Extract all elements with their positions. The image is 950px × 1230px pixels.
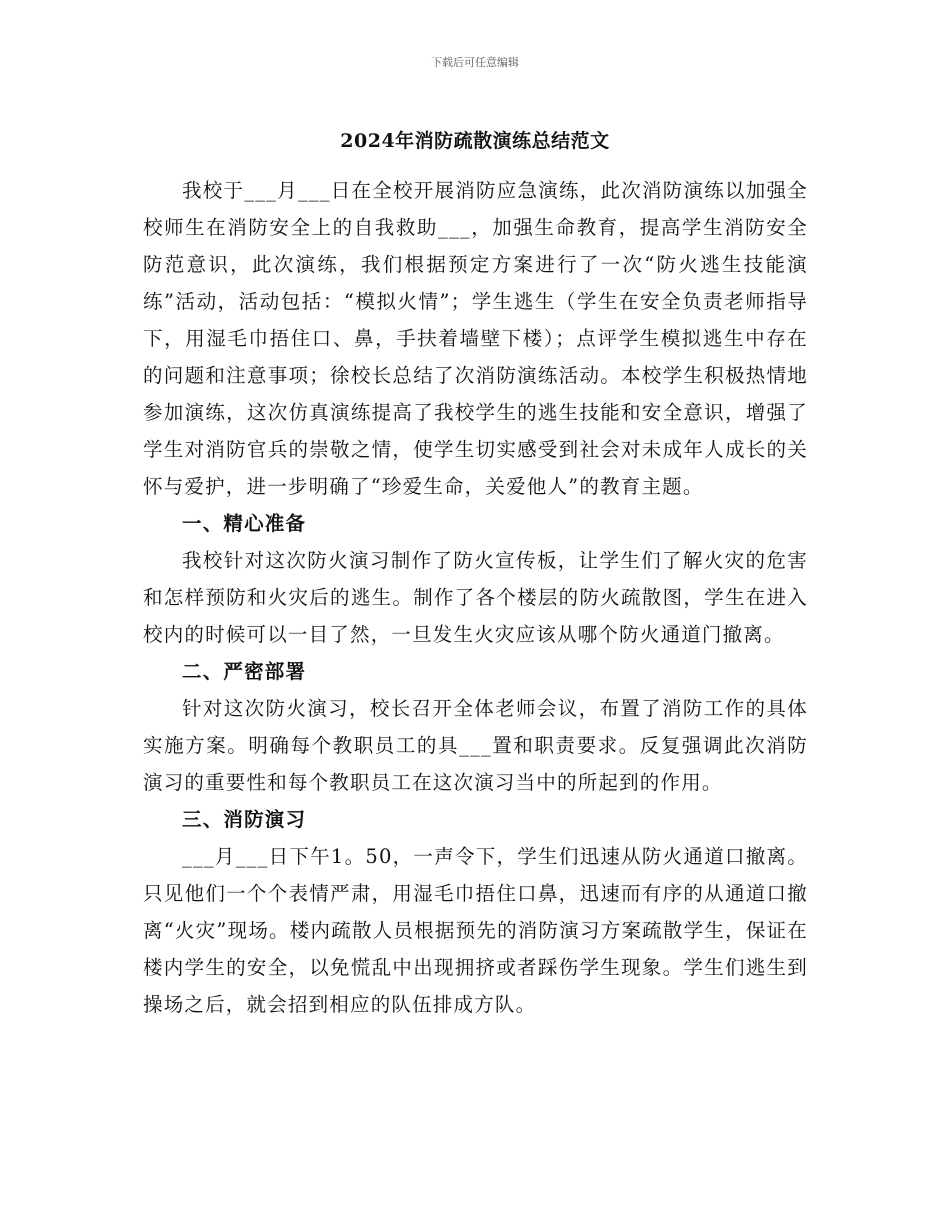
section-heading-deployment: 二、严密部署 — [182, 660, 307, 683]
document-body — [143, 172, 808, 1023]
document-title: 2024年消防疏散演练总结范文 — [340, 130, 610, 152]
section-heading-preparation: 一、精心准备 — [182, 512, 307, 535]
preparation-paragraph: 我校针对这次防火演习制作了防火宣传板，让学生们了解火灾的危害和怎样预防和火灾后的逃生。制作了各个楼层的防火疏散图，学生在进入校内的时候可以一目了然，一旦发生火灾应该从哪个防火通道门撤离。 — [143, 549, 808, 646]
deployment-paragraph: 针对这次防火演习，校长召开全体老师会议，布置了消防工作的具体实施方案。明确每个教职员工的具___置和职责要求。反复强调此次消防演习的重要性和每个教职员工在这次演习当中的所起到的作用。 — [143, 697, 808, 794]
section-heading-drill: 三、消防演习 — [182, 808, 307, 831]
drill-paragraph: ___月___日下午1。50，一声令下，学生们迅速从防火通道口撤离。只见他们一个个表情严肃，用湿毛巾捂住口鼻，迅速而有序的从通道口撤离“火灾”现场。楼内疏散人员根据预先的消防演习方案疏散学生，保证在楼内学生的安全，以免慌乱中出现拥挤或者踩伤学生现象。学生们逃生到操场之后，就会招到相应的队伍排成方队。 — [143, 845, 808, 1016]
intro-paragraph: 我校于___月___日在全校开展消防应急演练，此次消防演练以加强全校师生在消防安全上的自我救助___，加强生命教育，提高学生消防安全防范意识，此次演练，我们根据预定方案进行了一次“防火逃生技能演练”活动，活动包括：“模拟火情”；学生逃生（学生在安全负责老师指导下，用湿毛巾捂住口、鼻，手扶着墙壁下楼）；点评学生模拟逃生中存在的问题和注意事项；徐校长总结了次消防演练活动。本校学生积极热情地参加演练，这次仿真演练提高了我校学生的逃生技能和安全意识，增强了学生对消防官兵的崇敬之情，使学生切实感受到社会对未成年人成长的关怀与爱护，进一步明确了“珍爱生命，关爱他人”的教育主题。 — [143, 179, 808, 498]
header-note: 下载后可任意编辑 — [431, 56, 519, 69]
